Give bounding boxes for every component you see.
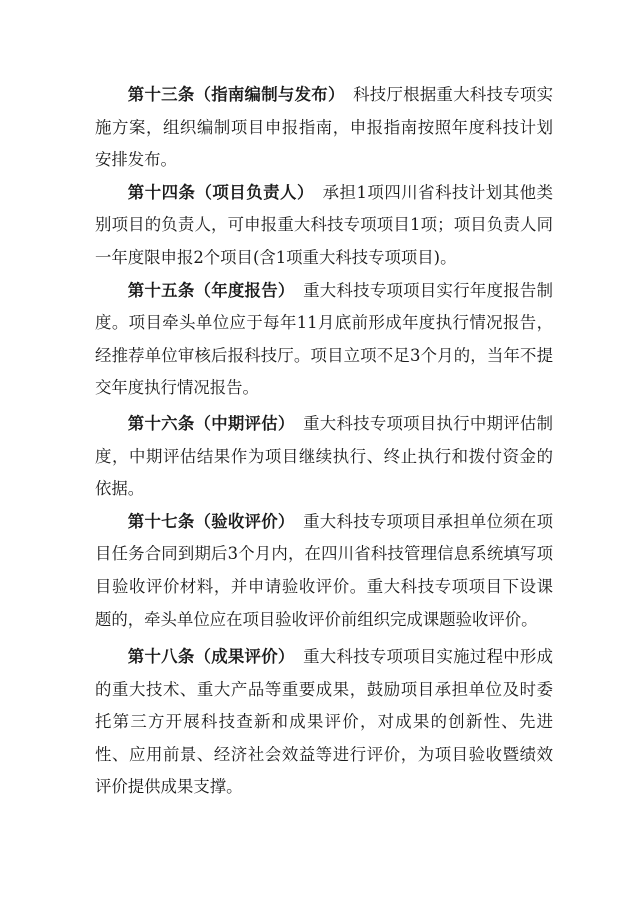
article-heading: 第十五条（年度报告） <box>127 280 287 300</box>
article-13 <box>95 79 553 177</box>
article-text: 科技厅根据重大科技专项实施方案，组织编制项目申报指南，申报指南按照年度科技计划安排发布。 <box>95 85 553 170</box>
article-text: 重大科技专项项目实行年度报告制度。项目牵头单位应于每年11月底前形成年度执行情况报告，经推荐单位审核后报科技厅。项目立项不足3个月的，当年不提交年度执行情况报告。 <box>95 280 554 398</box>
article-text: 重大科技专项项目实施过程中形成的重大技术、重大产品等重要成果，鼓励项目承担单位及时委托第三方开展科技查新和成果评价，对成果的创新性、先进性、应用前景、经济社会效益等进行评价，为项目验收暨绩效评价提供成果支撑。 <box>95 647 554 797</box>
document-page <box>95 79 553 804</box>
article-heading: 第十七条（验收评价） <box>127 511 287 531</box>
article-heading: 第十三条（指南编制与发布） <box>127 85 337 104</box>
article-15 <box>95 275 553 405</box>
article-heading: 第十六条（中期评估） <box>127 413 287 433</box>
article-14 <box>95 177 553 275</box>
article-17 <box>95 506 553 636</box>
article-heading: 第十八条（成果评价） <box>127 647 287 667</box>
article-text: 重大科技专项项目执行中期评估制度，中期评估结果作为项目继续执行、终止执行和拨付资金的依据。 <box>95 413 554 499</box>
article-text: 重大科技专项项目承担单位须在项目任务合同到期后3个月内，在四川省科技管理信息系统填写项目验收评价材料，并申请验收评价。重大科技专项项目下设课题的，牵头单位应在项目验收评价前组织完成课题验收评价。 <box>95 511 554 629</box>
article-text: 承担1项四川省科技计划其他类别项目的负责人，可申报重大科技专项项目1项；项目负责人同一年度限申报2个项目(含1项重大科技专项项目)。 <box>95 182 553 267</box>
article-16 <box>95 408 553 506</box>
article-heading: 第十四条（项目负责人） <box>127 182 306 202</box>
article-18 <box>95 641 553 804</box>
